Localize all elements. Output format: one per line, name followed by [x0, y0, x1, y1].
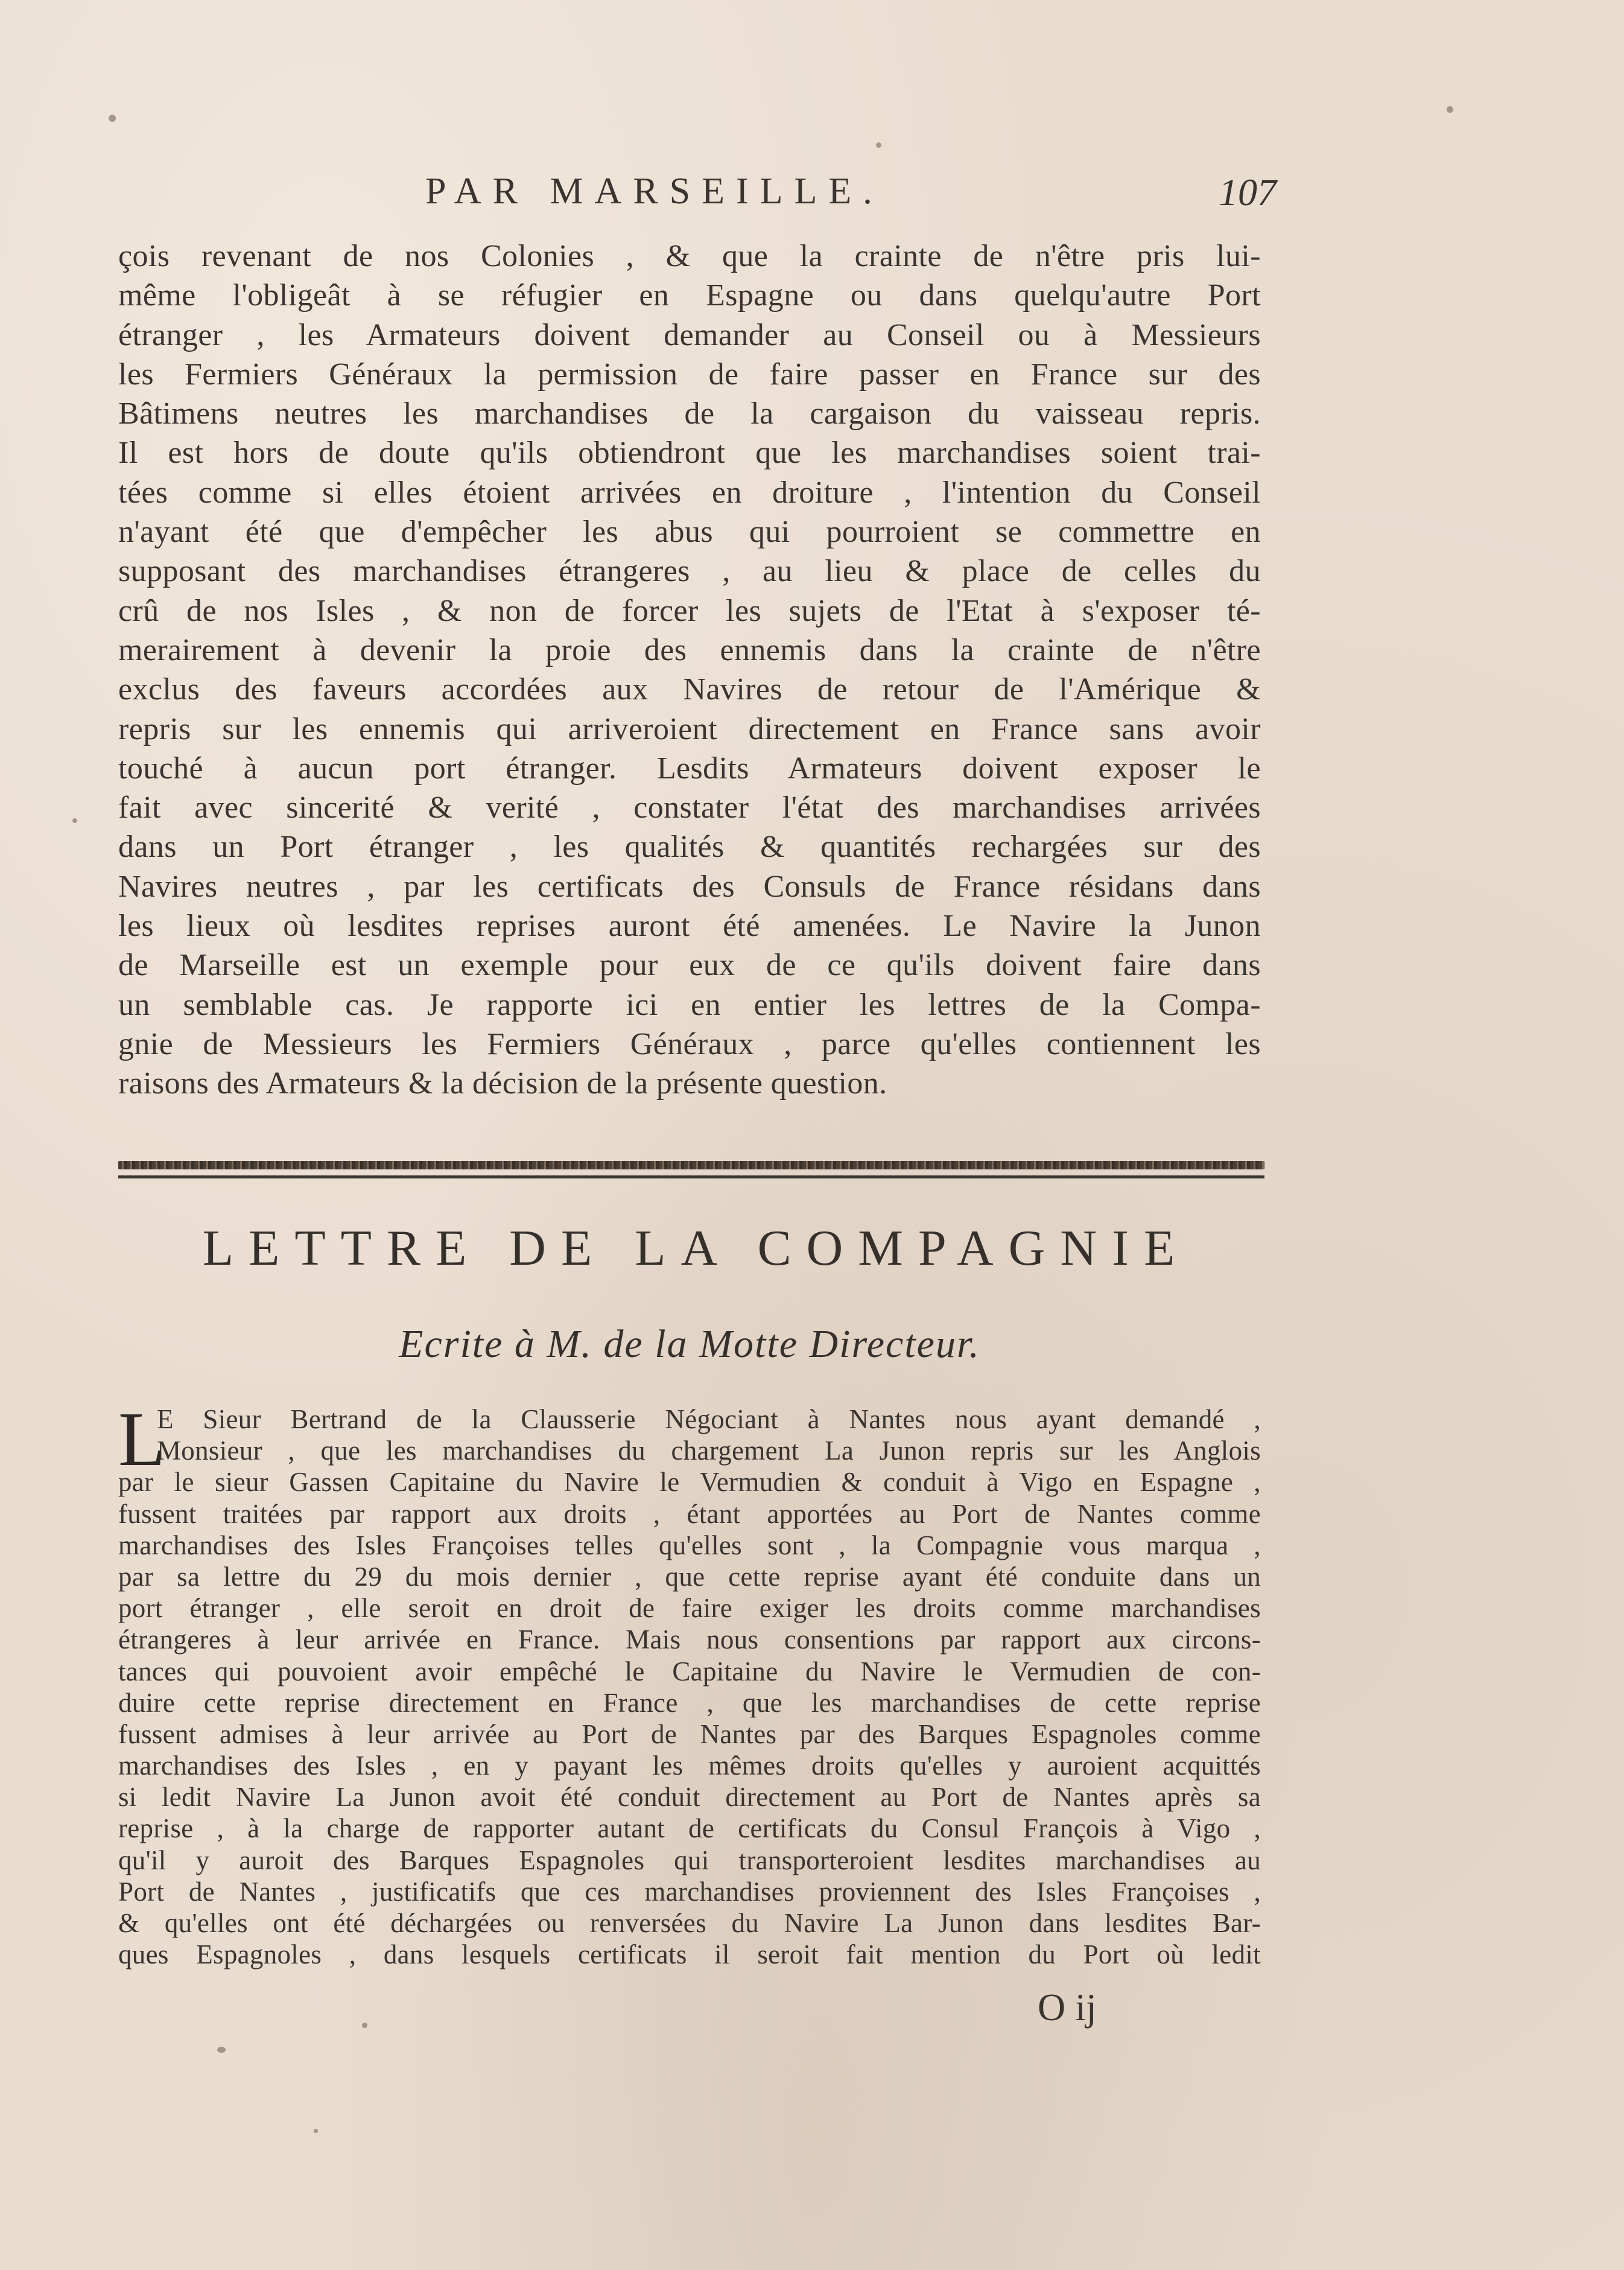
paper-speck: [876, 142, 881, 148]
paper-speck: [1447, 106, 1453, 113]
body-line: même l'obligeât à se réfugier en Espagne ou dans quelqu'autre Port: [118, 278, 1261, 313]
body-line: repris sur les ennemis qui arriveroient directement en France sans avoir: [118, 711, 1261, 746]
signature-mark: O ij: [1038, 1986, 1097, 2029]
paper-speck: [217, 2047, 226, 2053]
body-line: n'ayant été que d'empêcher les abus qui pourroient se commettre en: [118, 515, 1261, 550]
body-line: exclus des faveurs accordées aux Navires de retour de l'Amérique &: [118, 672, 1261, 707]
body-line: les Fermiers Généraux la permission de faire passer en France sur des: [118, 357, 1261, 392]
page-number: 107: [1219, 171, 1277, 214]
body-line: Bâtimens neutres les marchandises de la cargaison du vaisseau repris.: [118, 396, 1261, 431]
body-line: Il est hors de doute qu'ils obtiendront que les marchandises soient trai-: [118, 436, 1261, 471]
ornament-band: [118, 1161, 1264, 1169]
letter-line: marchandises des Isles , en y payant les mêmes droits qu'elles y auroient acquittés: [118, 1750, 1261, 1781]
body-line: tées comme si elles étoient arrivées en droiture , l'intention du Conseil: [118, 475, 1261, 510]
letter-line: & qu'elles ont été déchargées ou renversées du Navire La Junon dans lesdites Bar-: [118, 1908, 1261, 1938]
letter-line: E Sieur Bertrand de la Clausserie Négociant à Nantes nous ayant demandé ,: [157, 1404, 1261, 1434]
body-line: çois revenant de nos Colonies , & que la crainte de n'être pris lui-: [118, 239, 1261, 273]
body-line: gnie de Messieurs les Fermiers Généraux , parce qu'elles contiennent les: [118, 1026, 1261, 1061]
body-line: un semblable cas. Je rapporte ici en entier les lettres de la Compa-: [118, 987, 1261, 1022]
body-line: étranger , les Armateurs doivent demander au Conseil ou à Messieurs: [118, 317, 1261, 352]
body-line: fait avec sincerité & verité , constater l'état des marchandises arrivées: [118, 790, 1261, 825]
running-title: PAR MARSEILLE.: [425, 171, 884, 212]
letter-line: fussent traitées par rapport aux droits , étant apportées au Port de Nantes comme: [118, 1498, 1261, 1529]
letter-line: tances qui pouvoient avoir empêché le Capitaine du Navire le Vermudien de con-: [118, 1656, 1261, 1687]
letter-line: si ledit Navire La Junon avoit été conduit directement au Port de Nantes après sa: [118, 1782, 1261, 1813]
letter-line: fussent admises à leur arrivée au Port de Nantes par des Barques Espagnoles comme: [118, 1718, 1261, 1749]
ornamental-rule: [118, 1156, 1264, 1190]
body-paragraph: [118, 237, 1261, 1104]
body-line: Navires neutres , par les certificats des Consuls de France résidans dans: [118, 869, 1261, 904]
body-line: dans un Port étranger , les qualités & quantités rechargées sur des: [118, 830, 1261, 865]
drop-cap: L: [118, 1396, 166, 1482]
letter-line: ques Espagnoles , dans lesquels certificats il seroit fait mention du Port où ledit: [118, 1939, 1261, 1970]
body-line: de Marseille est un exemple pour eux de ce qu'ils doivent faire dans: [118, 948, 1261, 983]
letter-line: port étranger , elle seroit en droit de faire exiger les droits comme marchandises: [118, 1593, 1261, 1624]
letter-line: Monsieur , que les marchandises du chargement La Junon repris sur les Anglois: [157, 1435, 1261, 1466]
body-line: merairement à devenir la proie des ennemis dans la crainte de n'être: [118, 632, 1261, 667]
letter-heading: LETTRE DE LA COMPAGNIE: [202, 1220, 1190, 1276]
letter-line: marchandises des Isles Françoises telles qu'elles sont , la Compagnie vous marqua ,: [118, 1530, 1261, 1560]
paper-speck: [109, 115, 116, 122]
paper-speck: [72, 818, 77, 823]
letter-line: par le sieur Gassen Capitaine du Navire le Vermudien & conduit à Vigo en Espagne ,: [118, 1467, 1261, 1498]
letter-line: qu'il y auroit des Barques Espagnoles qui transporteroient lesdites marchandises au: [118, 1845, 1261, 1875]
paper-speck: [362, 2023, 367, 2028]
letter-line: reprise , à la charge de rapporter autant de certificats du Consul François à Vigo ,: [118, 1813, 1261, 1844]
body-line: les lieux où lesdites reprises auront été amenées. Le Navire la Junon: [118, 909, 1261, 944]
letter-line: étrangeres à leur arrivée en France. Mais nous consentions par rapport aux circons-: [118, 1624, 1261, 1655]
body-line: raisons des Armateurs & la décision de la présente question.: [118, 1066, 887, 1101]
body-line: supposant des marchandises étrangeres , au lieu & place de celles du: [118, 554, 1261, 589]
letter-line: duire cette reprise directement en France , que les marchandises de cette reprise: [118, 1687, 1261, 1718]
letter-subheading: Ecrite à M. de la Motte Directeur.: [399, 1322, 980, 1366]
letter-line: Port de Nantes , justificatifs que ces marchandises proviennent des Isles Françoises ,: [118, 1876, 1261, 1907]
letter-body: [118, 1396, 1261, 1970]
body-line: crû de nos Isles , & non de forcer les sujets de l'Etat à s'exposer té-: [118, 593, 1261, 628]
body-line: touché à aucun port étranger. Lesdits Armateurs doivent exposer le: [118, 751, 1261, 786]
letter-line: par sa lettre du 29 du mois dernier , que cette reprise ayant été conduite dans un: [118, 1561, 1261, 1592]
running-head: [121, 170, 1277, 224]
ornament-line: [118, 1175, 1264, 1178]
paper-speck: [314, 2129, 318, 2133]
